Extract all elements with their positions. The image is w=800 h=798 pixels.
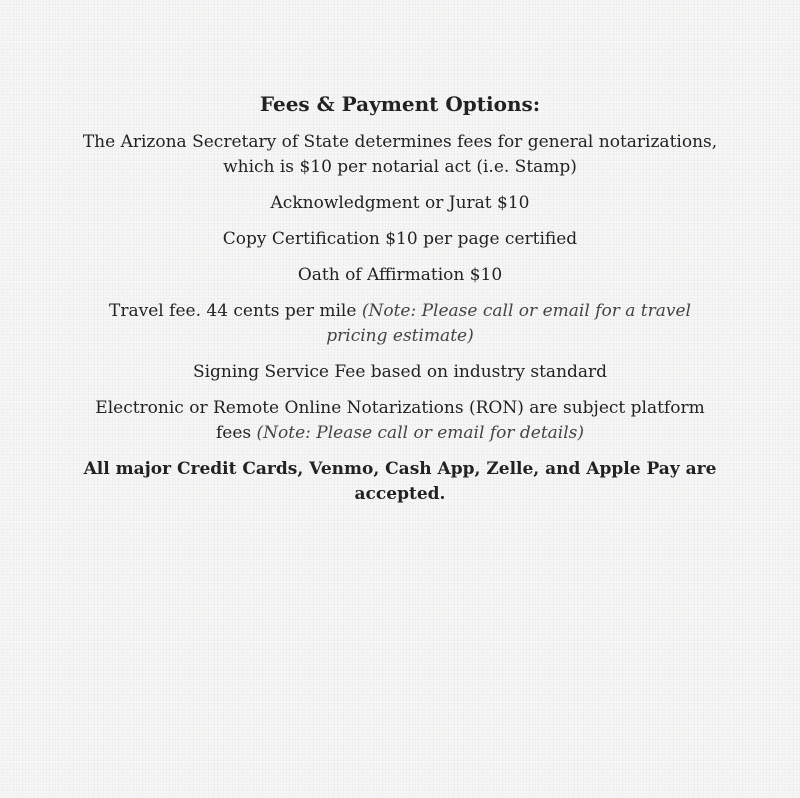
- ron-fee: [80, 396, 720, 446]
- acknowledgment-fee: Acknowledgment or Jurat $10: [270, 193, 530, 213]
- oath-fee: Oath of Affirmation $10: [297, 265, 503, 285]
- payment-methods: All major Credit Cards, Venmo, Cash App, Zelle, and Apple Pay are accepted.: [83, 459, 717, 504]
- page-title: Fees & Payment Options:: [259, 92, 541, 116]
- ron-fee-text: Electronic or Remote Online Notarizations (RON) are subject platform fees: [95, 398, 705, 443]
- copy-certification-fee: Copy Certification $10 per page certified: [222, 229, 578, 249]
- travel-fee: [80, 299, 720, 349]
- travel-fee-text: Travel fee. 44 cents per mile: [109, 301, 357, 321]
- intro-paragraph: The Arizona Secretary of State determines fees for general notarizations, which is $10 per notarial act (i.e. Stamp): [82, 132, 718, 177]
- ron-fee-note: (Note: Please call or email for details): [256, 423, 585, 443]
- fees-section: [0, 88, 800, 518]
- signing-service-fee: Signing Service Fee based on industry standard: [192, 362, 608, 382]
- travel-fee-note: (Note: Please call or email for a travel pricing estimate): [326, 301, 691, 346]
